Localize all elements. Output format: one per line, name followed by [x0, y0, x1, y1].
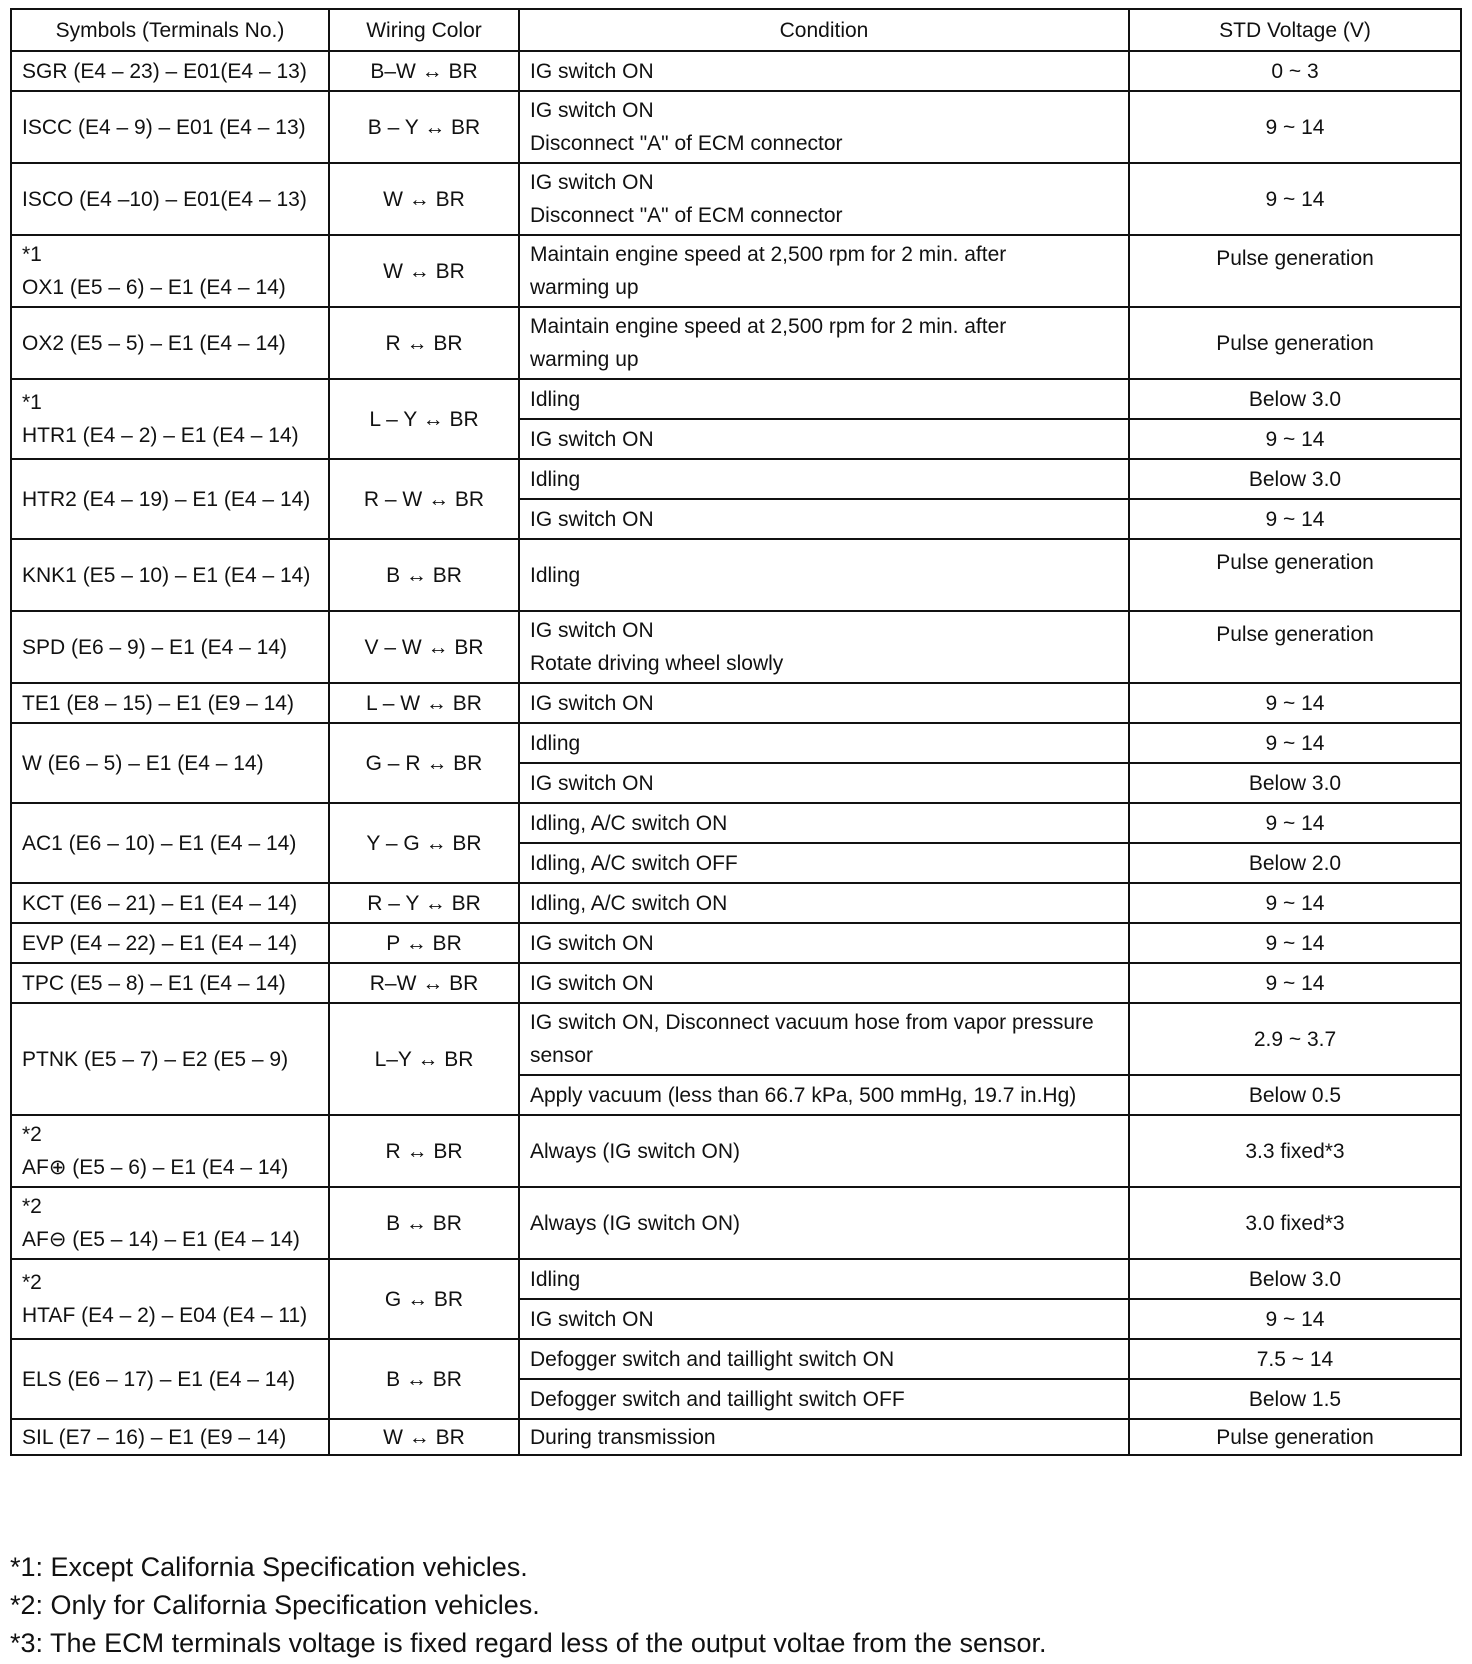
condition-cell: [519, 1075, 1129, 1115]
std-voltage-cell: Pulse generation: [1129, 539, 1461, 611]
std-voltage-cell: 3.3 fixed*3: [1129, 1115, 1461, 1187]
wiring-color-cell: L–Y ↔ BR: [329, 1003, 519, 1115]
condition-cell: [519, 683, 1129, 723]
std-voltage-cell: 9 ~ 14: [1129, 163, 1461, 235]
std-voltage-cell: 9 ~ 14: [1129, 963, 1461, 1003]
symbol-line: EVP (E4 – 22) – E1 (E4 – 14): [22, 931, 298, 955]
symbol-cell: [11, 803, 329, 883]
wiring-color-cell: P ↔ BR: [329, 923, 519, 963]
condition-line: Idling: [530, 467, 581, 491]
table-row: [11, 307, 1461, 379]
condition-cell: [519, 1187, 1129, 1259]
condition-cell: [519, 923, 1129, 963]
symbol-line: TPC (E5 – 8) – E1 (E4 – 14): [22, 971, 286, 995]
condition-cell: [519, 1339, 1129, 1379]
std-voltage-cell: 9 ~ 14: [1129, 683, 1461, 723]
symbol-line: PTNK (E5 – 7) – E2 (E5 – 9): [22, 1047, 289, 1071]
table-row: [11, 923, 1461, 963]
symbol-line: ELS (E6 – 17) – E1 (E4 – 14): [22, 1367, 296, 1391]
footnote-1: *1: Except California Specification vehicles.: [10, 1552, 528, 1582]
wiring-color-cell: Y – G ↔ BR: [329, 803, 519, 883]
std-voltage-cell: 0 ~ 3: [1129, 51, 1461, 91]
wiring-color-cell: R – W ↔ BR: [329, 459, 519, 539]
symbol-line: *1: [22, 243, 42, 266]
wiring-color-cell: W ↔ BR: [329, 235, 519, 307]
symbol-cell: [11, 963, 329, 1003]
condition-line: IG switch ON: [530, 619, 654, 642]
symbol-line: HTR1 (E4 – 2) – E1 (E4 – 14): [22, 424, 299, 447]
symbol-cell: [11, 539, 329, 611]
wiring-color-cell: L – W ↔ BR: [329, 683, 519, 723]
condition-line: IG switch ON: [530, 1307, 654, 1331]
condition-line: warming up: [530, 348, 639, 371]
condition-line: Defogger switch and taillight switch ON: [530, 1347, 895, 1371]
symbol-line: *1: [22, 391, 42, 414]
std-voltage-cell: Pulse generation: [1129, 611, 1461, 683]
std-voltage-cell: Below 3.0: [1129, 379, 1461, 419]
condition-line: During transmission: [530, 1425, 716, 1449]
condition-line: IG switch ON: [530, 99, 654, 122]
table-header: [11, 9, 1461, 51]
symbol-line: AF⊖ (E5 – 14) – E1 (E4 – 14): [22, 1228, 300, 1251]
symbol-line: ISCC (E4 – 9) – E01 (E4 – 13): [22, 115, 306, 139]
symbol-cell: [11, 91, 329, 163]
condition-line: IG switch ON: [530, 427, 654, 451]
symbol-line: AF⊕ (E5 – 6) – E1 (E4 – 14): [22, 1156, 289, 1179]
condition-cell: [519, 1115, 1129, 1187]
symbol-cell: [11, 235, 329, 307]
table-row: [11, 723, 1461, 763]
std-voltage-cell: 9 ~ 14: [1129, 91, 1461, 163]
symbol-line: ISCO (E4 –10) – E01(E4 – 13): [22, 187, 307, 211]
condition-line: warming up: [530, 276, 639, 299]
condition-cell: [519, 963, 1129, 1003]
symbol-line: KNK1 (E5 – 10) – E1 (E4 – 14): [22, 563, 311, 587]
symbol-cell: [11, 1339, 329, 1419]
symbol-line: SIL (E7 – 16) – E1 (E9 – 14): [22, 1425, 287, 1449]
std-voltage-cell: 9 ~ 14: [1129, 499, 1461, 539]
std-voltage-cell: 9 ~ 14: [1129, 723, 1461, 763]
table-row: [11, 1187, 1461, 1259]
table-row: [11, 459, 1461, 499]
footnotes: [10, 1548, 1047, 1662]
condition-cell: [519, 459, 1129, 499]
wiring-color-cell: W ↔ BR: [329, 163, 519, 235]
table-row: [11, 1259, 1461, 1299]
std-voltage-cell: 9 ~ 14: [1129, 883, 1461, 923]
condition-cell: [519, 307, 1129, 379]
footnote-2: *2: Only for California Specification vehicles.: [10, 1590, 540, 1620]
symbol-cell: [11, 1003, 329, 1115]
condition-line: Disconnect "A" of ECM connector: [530, 204, 843, 227]
table-row: [11, 1419, 1461, 1455]
symbol-cell: [11, 51, 329, 91]
condition-line: Apply vacuum (less than 66.7 kPa, 500 mmHg, 19.7 in.Hg): [530, 1083, 1077, 1107]
table-row: [11, 803, 1461, 843]
table-row: [11, 163, 1461, 235]
wiring-color-cell: R – Y ↔ BR: [329, 883, 519, 923]
symbol-cell: [11, 883, 329, 923]
condition-line: IG switch ON: [530, 771, 654, 795]
symbol-cell: [11, 683, 329, 723]
std-voltage-cell: Pulse generation: [1129, 235, 1461, 307]
symbol-line: *2: [22, 1123, 42, 1146]
symbol-cell: [11, 723, 329, 803]
condition-line: Idling: [530, 1267, 581, 1291]
symbol-line: W (E6 – 5) – E1 (E4 – 14): [22, 751, 264, 775]
table-row: [11, 1115, 1461, 1187]
wiring-color-cell: R–W ↔ BR: [329, 963, 519, 1003]
wiring-color-cell: R ↔ BR: [329, 307, 519, 379]
symbol-line: OX1 (E5 – 6) – E1 (E4 – 14): [22, 276, 286, 299]
symbol-cell: [11, 1187, 329, 1259]
condition-cell: [519, 91, 1129, 163]
terminal-voltage-table: [10, 8, 1462, 1456]
table-row: [11, 1003, 1461, 1075]
table-row: [11, 883, 1461, 923]
condition-line: IG switch ON: [530, 59, 654, 83]
condition-cell: [519, 1299, 1129, 1339]
condition-line: Idling, A/C switch ON: [530, 811, 728, 835]
symbol-cell: [11, 307, 329, 379]
symbol-line: OX2 (E5 – 5) – E1 (E4 – 14): [22, 331, 286, 355]
std-voltage-cell: 9 ~ 14: [1129, 923, 1461, 963]
condition-cell: [519, 1259, 1129, 1299]
std-voltage-cell: 2.9 ~ 3.7: [1129, 1003, 1461, 1075]
symbol-cell: [11, 1419, 329, 1455]
symbol-line: *2: [22, 1271, 42, 1294]
condition-line: Always (IG switch ON): [530, 1139, 741, 1163]
table-row: [11, 91, 1461, 163]
symbol-line: *2: [22, 1195, 42, 1218]
symbol-cell: [11, 379, 329, 459]
symbol-cell: [11, 611, 329, 683]
condition-line: Idling, A/C switch ON: [530, 891, 728, 915]
wiring-color-cell: G ↔ BR: [329, 1259, 519, 1339]
wiring-color-cell: B – Y ↔ BR: [329, 91, 519, 163]
condition-cell: [519, 763, 1129, 803]
condition-line: IG switch ON: [530, 691, 654, 715]
condition-cell: [519, 1379, 1129, 1419]
condition-cell: [519, 51, 1129, 91]
table-row: [11, 379, 1461, 419]
condition-cell: [519, 1419, 1129, 1455]
condition-line: Idling: [530, 563, 581, 587]
wiring-color-cell: B ↔ BR: [329, 1339, 519, 1419]
condition-line: IG switch ON, Disconnect vacuum hose from vapor pressure: [530, 1011, 1094, 1034]
wiring-color-cell: V – W ↔ BR: [329, 611, 519, 683]
symbol-line: KCT (E6 – 21) – E1 (E4 – 14): [22, 891, 298, 915]
condition-cell: [519, 883, 1129, 923]
condition-cell: [519, 379, 1129, 419]
symbol-line: TE1 (E8 – 15) – E1 (E9 – 14): [22, 691, 294, 715]
wiring-color-cell: L – Y ↔ BR: [329, 379, 519, 459]
symbol-cell: [11, 459, 329, 539]
table-row: [11, 683, 1461, 723]
condition-cell: [519, 539, 1129, 611]
table-row: [11, 963, 1461, 1003]
condition-cell: [519, 499, 1129, 539]
condition-cell: [519, 235, 1129, 307]
table-row: [11, 51, 1461, 91]
symbol-cell: [11, 1115, 329, 1187]
condition-cell: [519, 419, 1129, 459]
condition-line: Rotate driving wheel slowly: [530, 652, 784, 675]
wiring-color-cell: G – R ↔ BR: [329, 723, 519, 803]
header-row: [11, 9, 1461, 51]
condition-cell: [519, 843, 1129, 883]
std-voltage-cell: 9 ~ 14: [1129, 1299, 1461, 1339]
wiring-color-cell: B ↔ BR: [329, 1187, 519, 1259]
condition-line: Maintain engine speed at 2,500 rpm for 2 min. after: [530, 243, 1007, 266]
std-voltage-cell: Below 2.0: [1129, 843, 1461, 883]
std-voltage-cell: 9 ~ 14: [1129, 803, 1461, 843]
table-row: [11, 539, 1461, 611]
std-voltage-cell: Pulse generation: [1129, 1419, 1461, 1455]
table-body: [11, 51, 1461, 1455]
condition-cell: [519, 163, 1129, 235]
condition-line: IG switch ON: [530, 931, 654, 955]
condition-line: Idling: [530, 387, 581, 411]
condition-line: Maintain engine speed at 2,500 rpm for 2 min. after: [530, 315, 1007, 338]
condition-line: Defogger switch and taillight switch OFF: [530, 1387, 905, 1411]
symbol-line: SGR (E4 – 23) – E01(E4 – 13): [22, 59, 307, 83]
symbol-cell: [11, 923, 329, 963]
std-voltage-cell: 3.0 fixed*3: [1129, 1187, 1461, 1259]
std-voltage-cell: Below 3.0: [1129, 459, 1461, 499]
condition-cell: [519, 1003, 1129, 1075]
condition-cell: [519, 723, 1129, 763]
header-wiring-color: Wiring Color: [329, 9, 519, 51]
wiring-color-cell: B ↔ BR: [329, 539, 519, 611]
std-voltage-cell: Below 3.0: [1129, 1259, 1461, 1299]
wiring-color-cell: W ↔ BR: [329, 1419, 519, 1455]
table-row: [11, 611, 1461, 683]
condition-line: Disconnect "A" of ECM connector: [530, 132, 843, 155]
table-row: [11, 1339, 1461, 1379]
condition-line: Idling: [530, 731, 581, 755]
symbol-cell: [11, 163, 329, 235]
condition-line: IG switch ON: [530, 507, 654, 531]
footnote-3: *3: The ECM terminals voltage is fixed regard less of the output voltae from the sensor.: [10, 1628, 1047, 1658]
condition-line: IG switch ON: [530, 171, 654, 194]
symbol-cell: [11, 1259, 329, 1339]
condition-line: IG switch ON: [530, 971, 654, 995]
symbol-line: HTR2 (E4 – 19) – E1 (E4 – 14): [22, 487, 311, 511]
header-std-voltage: STD Voltage (V): [1129, 9, 1461, 51]
header-symbols: Symbols (Terminals No.): [11, 9, 329, 51]
std-voltage-cell: Below 0.5: [1129, 1075, 1461, 1115]
std-voltage-cell: 7.5 ~ 14: [1129, 1339, 1461, 1379]
table-row: [11, 235, 1461, 307]
condition-cell: [519, 611, 1129, 683]
symbol-line: SPD (E6 – 9) – E1 (E4 – 14): [22, 635, 287, 659]
symbol-line: HTAF (E4 – 2) – E04 (E4 – 11): [22, 1304, 308, 1327]
std-voltage-cell: Below 3.0: [1129, 763, 1461, 803]
std-voltage-cell: Below 1.5: [1129, 1379, 1461, 1419]
symbol-line: AC1 (E6 – 10) – E1 (E4 – 14): [22, 831, 297, 855]
condition-line: Idling, A/C switch OFF: [530, 851, 738, 875]
std-voltage-cell: 9 ~ 14: [1129, 419, 1461, 459]
std-voltage-cell: Pulse generation: [1129, 307, 1461, 379]
wiring-color-cell: R ↔ BR: [329, 1115, 519, 1187]
condition-cell: [519, 803, 1129, 843]
wiring-color-cell: B–W ↔ BR: [329, 51, 519, 91]
header-condition: Condition: [519, 9, 1129, 51]
condition-line: Always (IG switch ON): [530, 1211, 741, 1235]
condition-line: sensor: [530, 1044, 594, 1067]
